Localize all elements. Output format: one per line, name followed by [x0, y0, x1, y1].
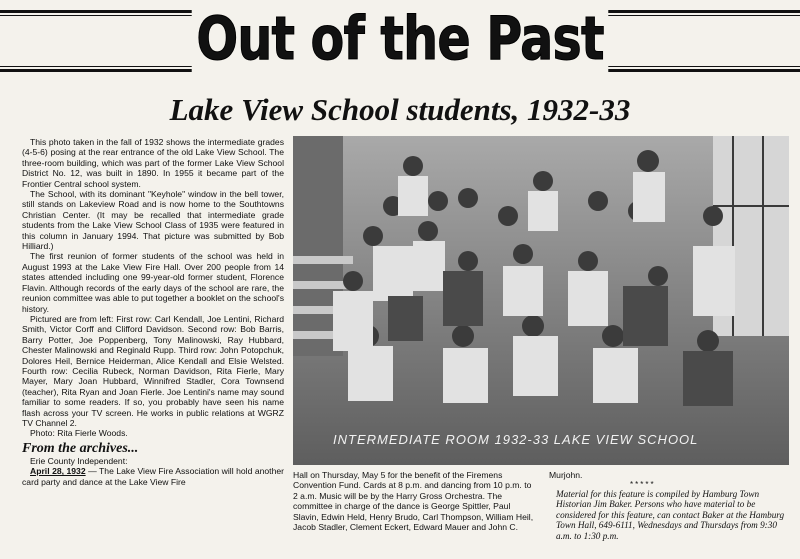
masthead-title: Out of the Past	[72, 0, 728, 78]
archives-lead: — The Lake View Fire Association will hold another card party and dance at the Lake View Fire	[22, 466, 284, 487]
article-paragraph: The School, with its dominant "Keyhole" window in the bell tower, still stands on Lakeview Road and is now home to the Southtowns Christian Center. (It may be recalled that intermediate grade students from the Lake View School Class of 1935 were featured in this column in January 1994. That picture was submitted by Bob Hilliard.)	[22, 189, 284, 252]
masthead	[0, 0, 800, 78]
archives-continued: Hall on Thursday, May 5 for the benefit of the Firemens Convention Fund. Cards at 8 p.m. and dancing from 10 p.m. to 2 a.m. Music will be by the Harry Gross Orchestra. The committee in charge of the dance is George Spittler, Paul Slavin, Edwin Held, Henry Brudo, Carl Thompson, William Heil, Jacob Stadler, Clement Eckert, Edward Mauer and John C.	[293, 470, 534, 533]
article-paragraph: Pictured are from left: First row: Carl Kendall, Joe Lentini, Richard Smith, Victor Corff and Clifford Davidson. Second row: Bob Barris, Barry Potter, Joe Poppenberg, Tony Malinowski, Ray Hubbard, Chester Malinowski and Reginald Rupp. Third row: John Potopchuk, Dolores Heil, Bernice Heiderman, Alice Kendall and Elsie Welsted. Fourth row: Cecilia Rubeck, Norman Davidson, Rita Fierle, Mary Mayer, Mary Joan Hubbard, Winnifred Stadler, Cora Townsend (teacher), Rita Ryan and Joan Fierle. Joe Lentini's name may sound familiar to some readers. If so, you probably have seen his name flash across your TV screen. He works in public relations at WGRZ TV Channel 2.	[22, 313, 284, 428]
article-paragraph: The first reunion of former students of the school was held in August 1993 at the Lake View Fire Hall. Over 200 people from 14 states attended including one 99-year-old former student, Florence Flavin. Although records of the early days of the school are rare, the reunion committee was able to put together a booklet on the school's history.	[22, 251, 284, 314]
archives-date: April 28, 1932	[30, 466, 86, 477]
archives-source: Erie County Independent:	[30, 455, 128, 466]
archives-entry	[22, 466, 284, 487]
class-photo-image	[293, 136, 789, 465]
archives-heading: From the archives...	[22, 440, 139, 456]
article-paragraph: This photo taken in the fall of 1932 shows the intermediate grades (4-5-6) posing at the rear entrance of the old Lake View School. The three-room building, which was part of the former Lake View School District No. 12, was built in 1890. In 1955 it became part of the Frontier Central school system.	[22, 137, 284, 189]
archives-end: Murjohn.	[549, 470, 583, 480]
photo-credit: Photo: Rita Fierle Woods.	[30, 428, 128, 439]
footer-note: Material for this feature is compiled by Hamburg Town Historian Jim Baker. Persons who have material to be considered for this feature, can contact Baker at the Hamburg Town Hall, 649-6111, Wednesdays and Thursdays from 9:30 a.m. to 1:30 p.m.	[556, 489, 785, 541]
class-photo	[293, 136, 789, 465]
photo-caption: INTERMEDIATE ROOM 1932-33 LAKE VIEW SCHOOL	[333, 432, 699, 447]
article-headline: Lake View School students, 1932-33	[169, 92, 631, 127]
article-body	[22, 137, 284, 487]
separator-stars: *****	[630, 480, 656, 489]
